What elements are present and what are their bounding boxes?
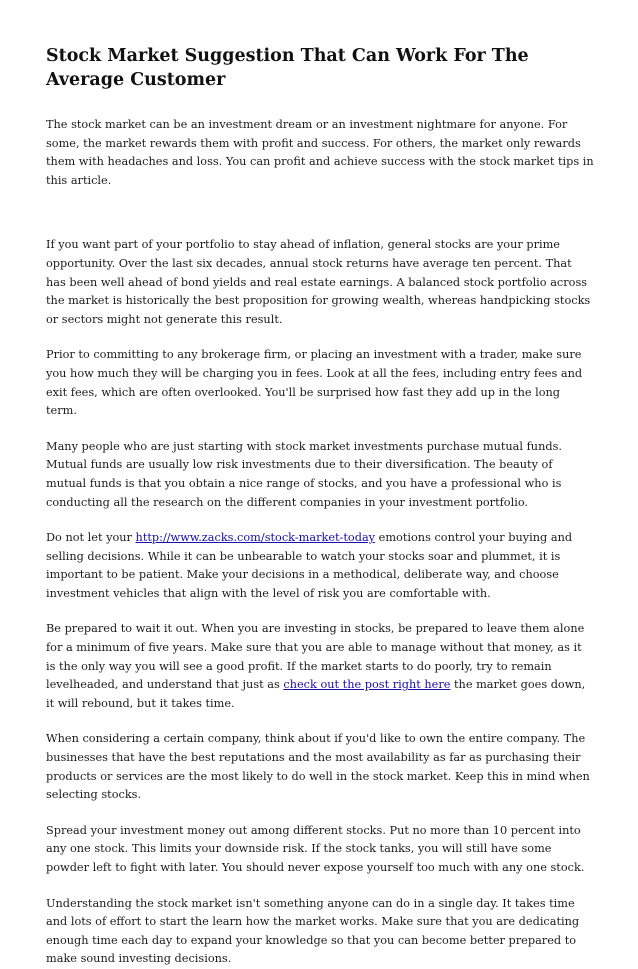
article-title: Stock Market Suggestion That Can Work For The Average Customer — [46, 46, 529, 90]
zacks-link[interactable]: http://www.zacks.com/stock-market-today — [135, 531, 376, 545]
paragraph-company: When considering a certain company, think about if you'd like to own the entire company. The businesses that have the best reputations and the most availability as far as purchasing their products or services are the most likely to do well in the stock market. Keep this in mind when selecting stocks. — [46, 732, 590, 802]
paragraph-wait — [46, 620, 594, 713]
paragraph-emotions-text-before: Do not let your — [46, 531, 136, 545]
paragraph-wait-text-after: the market goes down, it will rebound, but it takes time. — [46, 678, 586, 710]
paragraph-mutual-funds: Many people who are just starting with stock market investments purchase mutual funds. Mutual funds are usually low risk investments due to their diversification. The beauty of mutual funds is that you obtain a nice range of stocks, and you have a professional who is conducting all the research on the different companies in your investment portfolio. — [46, 439, 562, 509]
paragraph-emotions-text-after: emotions control your buying and selling decisions. While it can be unbearable to watch your stocks soar and plummet, it is important to be patient. Make your decisions in a methodical, deliberate way, and choose investment vehicles that align with the level of risk you are comfortable with. — [46, 531, 573, 600]
paragraph-understanding: Understanding the stock market isn't something anyone can do in a single day. It takes time and lots of effort to start the learn how the market works. Make sure that you are dedicating enough time each day to expand your knowledge so that you can become better prepared to make sound investing decisions. — [46, 896, 580, 966]
paragraph-fees: Prior to committing to any brokerage firm, or placing an investment with a trader, make sure you how much they will be charging you in fees. Look at all the fees, including entry fees and exit fees, which are often overlooked. You'll be surprised how fast they add up in the long term. — [46, 348, 583, 418]
paragraph-emotions — [46, 529, 594, 603]
paragraph-inflation: If you want part of your portfolio to stay ahead of inflation, general stocks are your prime opportunity. Over the last six decades, annual stock returns have average ten percent. That has been well ahead of bond yields and real estate earnings. A balanced stock portfolio across the market is historically the best proposition for growing wealth, whereas handpicking stocks or sectors might not generate this result. — [46, 238, 591, 326]
post-link[interactable]: check out the post right here — [283, 678, 451, 692]
paragraph-spread: Spread your investment money out among different stocks. Put no more than 10 percent into any one stock. This limits your downside risk. If the stock tanks, you will still have some powder left to fight with later. You should never expose yourself too much with any one stock. — [46, 823, 585, 874]
paragraph-intro: The stock market can be an investment dream or an investment nightmare for anyone. For some, the market rewards them with profit and success. For others, the market only rewards them with headaches and loss. You can profit and achieve success with the stock market tips in this article. — [46, 118, 594, 187]
paragraph-wait-text-before: Be prepared to wait it out. When you are investing in stocks, be prepared to leave them alone for a minimum of five years. Make sure that you are able to manage without that money, as it is the only way you will see a good profit. If the market starts to do poorly, try to remain levelheaded, and understand that just as — [46, 622, 585, 692]
